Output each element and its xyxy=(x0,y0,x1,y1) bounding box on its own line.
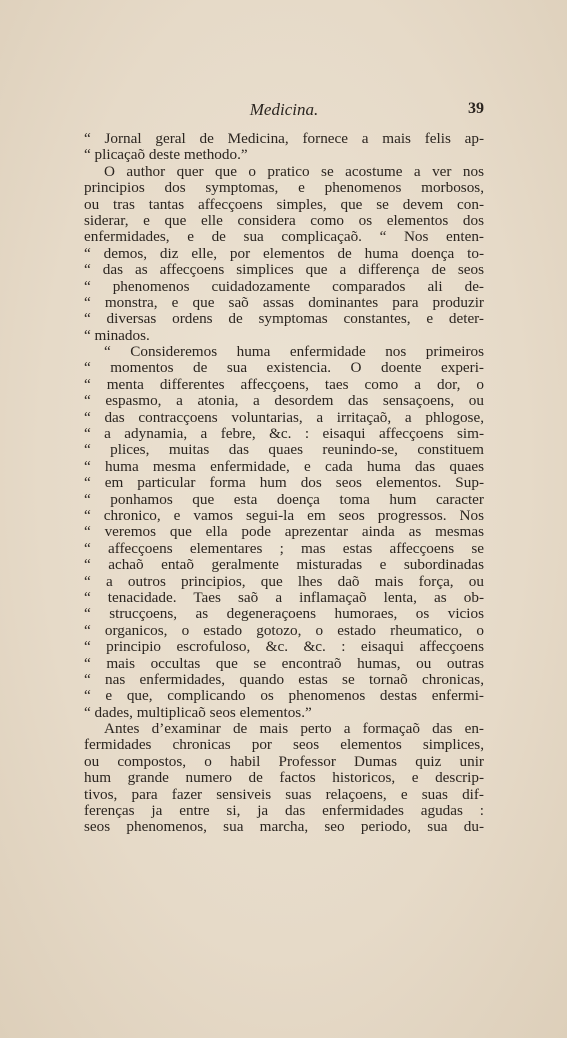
text-line: “ plices, muitas das quaes reunindo-se, constituem xyxy=(84,441,484,459)
text-line: “ monstra, e que saõ assas dominantes para produzir xyxy=(84,293,484,311)
text-line: Antes d’examinar de mais perto a formaçaõ das en- xyxy=(104,720,484,738)
text-line: “ achaõ entaõ geralmente misturadas e subordinadas xyxy=(84,556,484,574)
text-line: “ em particular forma hum dos seos elementos. Sup- xyxy=(84,474,484,492)
text-line: “ strucçoens, as degeneraçoens humoraes, os vicios xyxy=(84,605,484,623)
running-title: Medicina. xyxy=(249,100,319,119)
text-line: “ mais occultas que se encontraõ humas, ou outras xyxy=(84,654,484,672)
text-line: “ e que, complicando os phenomenos destas enfermi- xyxy=(84,687,484,705)
text-line: “ menta differentes affecçoens, taes como a dor, o xyxy=(84,375,484,393)
text-line: “ ponhamos que esta doença toma hum caracter xyxy=(84,490,484,508)
text-line: hum grande numero de factos historicos, e descrip- xyxy=(84,769,484,787)
text-line: “ veremos que ella pode aprezentar ainda as mesmas xyxy=(84,523,484,541)
text-line: “ huma mesma enfermidade, e cada huma das quaes xyxy=(84,457,484,475)
page-header xyxy=(84,98,484,122)
text-line: tivos, para fazer sensiveis suas relaçoens, e suas dif- xyxy=(84,785,484,803)
text-line: “ nas enfermidades, quando estas se tornaõ chronicas, xyxy=(84,670,484,688)
text-line: enfermidades, e de sua complicaçaõ. “ Nos enten- xyxy=(84,228,484,246)
text-line: principios dos symptomas, e phenomenos morbosos, xyxy=(84,179,484,197)
text-line: ferenças ja entre si, ja das enfermidades agudas : xyxy=(84,802,484,820)
text-line: ou tras tantas affecçoens simples, que se devem con- xyxy=(84,195,484,213)
text-line: “ phenomenos cuidadozamente comparados ali de- xyxy=(84,277,484,295)
text-line: fermidades chronicas por seos elementos simplices, xyxy=(84,736,484,754)
text-line: “ affecçoens elementares ; mas estas affecçoens se xyxy=(84,539,484,557)
body-text xyxy=(84,131,484,836)
text-line: “ momentos de sua existencia. O doente experi- xyxy=(84,359,484,377)
text-line: “ Consideremos huma enfermidade nos primeiros xyxy=(104,343,484,361)
text-line: “ principio escrofuloso, &c. &c. : eisaqui affecçoens xyxy=(84,638,484,656)
text-line: “ a outros principios, que lhes daõ mais força, ou xyxy=(84,572,484,590)
text-line: “ diversas ordens de symptomas constantes, e deter- xyxy=(84,310,484,328)
text-line: “ das as affecçoens simplices que a differença de seos xyxy=(84,261,484,279)
text-line: “ tenacidade. Taes saõ a inflamaçaõ lenta, as ob- xyxy=(84,588,484,606)
text-line: “ organicos, o estado gotozo, o estado rheumatico, o xyxy=(84,621,484,639)
text-line: “ Jornal geral de Medicina, fornece a mais felis ap- xyxy=(84,130,484,147)
text-line: seos phenomenos, sua marcha, seo periodo, sua du- xyxy=(84,818,484,836)
text-line: “ demos, diz elle, por elementos de huma doença to- xyxy=(84,244,484,262)
text-line: O author quer que o pratico se acostume a ver nos xyxy=(104,162,484,180)
text-line: ou compostos, o habil Professor Dumas quiz unir xyxy=(84,752,484,770)
text-line: “ das contracçoens voluntarias, a irritaçaõ, a phlogose, xyxy=(84,408,484,426)
text-line: “ a adynamia, a febre, &c. : eisaqui affecçoens sim- xyxy=(84,425,484,443)
page-number: 39 xyxy=(468,100,484,117)
text-line: “ minados. xyxy=(84,326,150,344)
text-line: “ plicaçaõ deste methodo.” xyxy=(84,146,248,164)
text-line: “ chronico, e vamos segui-la em seos progressos. Nos xyxy=(84,506,484,524)
text-line: “ espasmo, a atonia, a desordem das sensaçoens, ou xyxy=(84,392,484,410)
text-line: siderar, e que elle considera como os elementos dos xyxy=(84,211,484,229)
text-line: “ dades, multiplicaõ seos elementos.” xyxy=(84,703,312,721)
